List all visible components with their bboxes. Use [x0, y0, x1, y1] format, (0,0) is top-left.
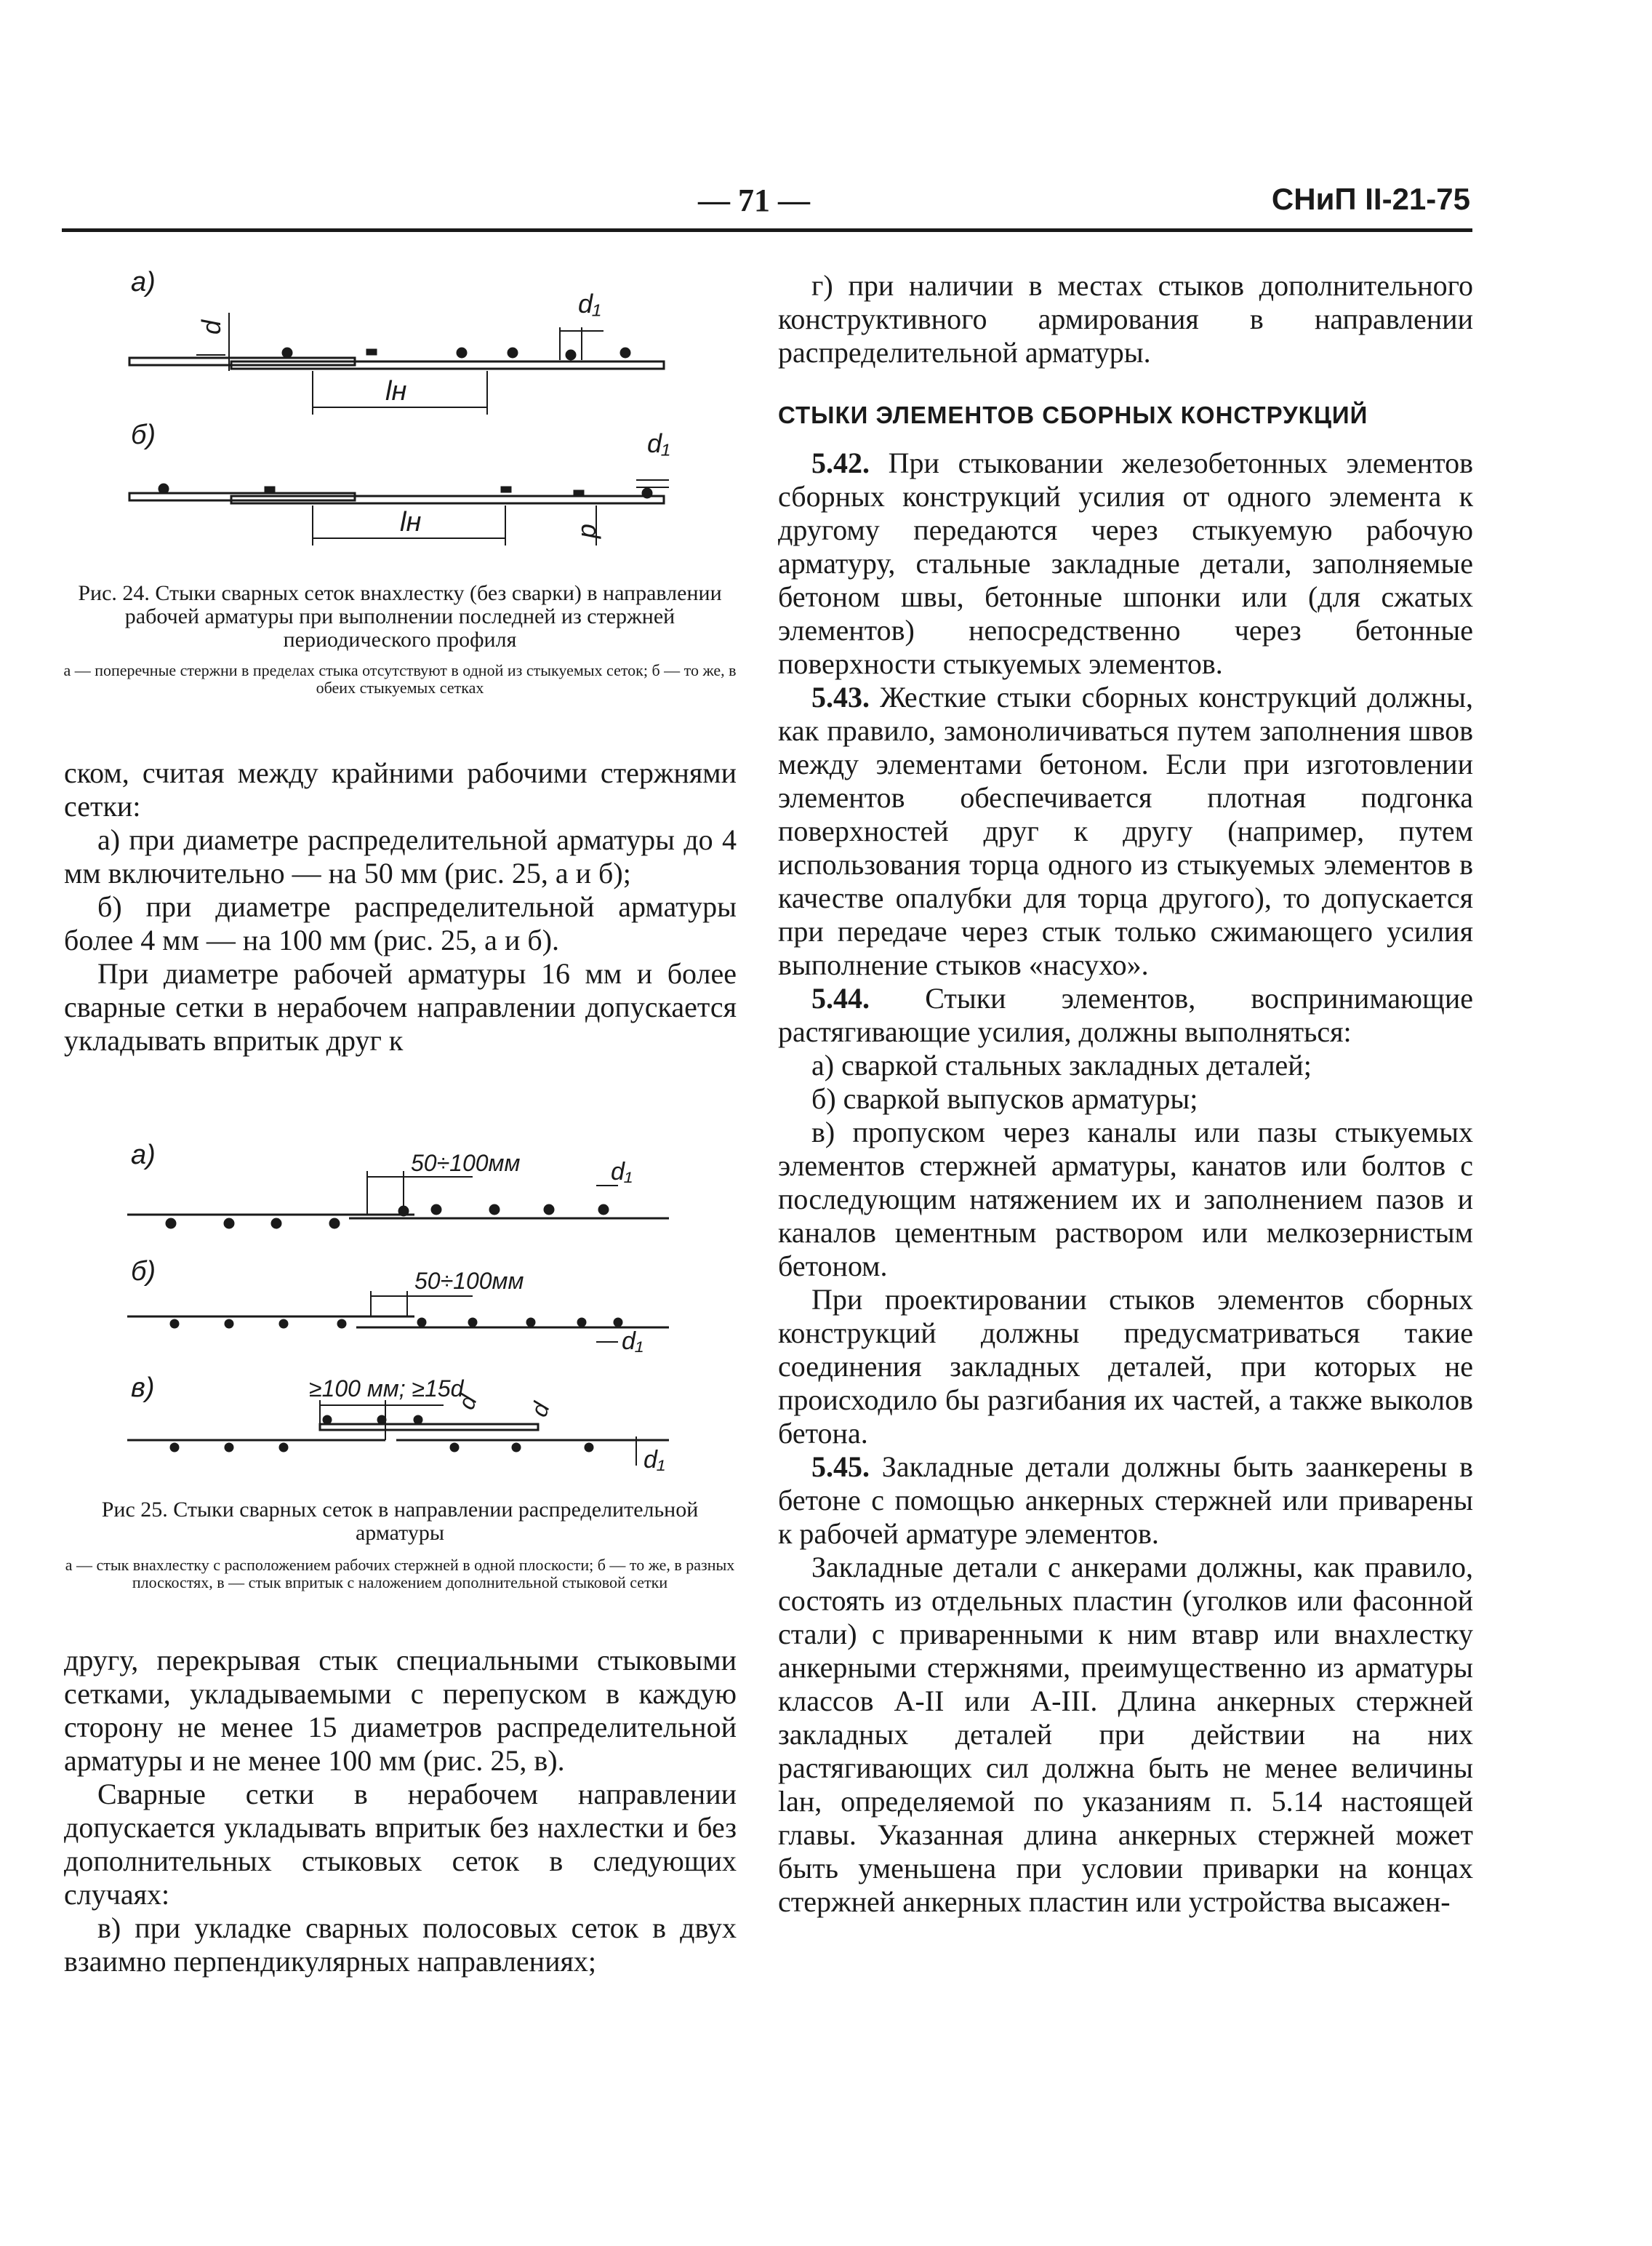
- header-rule: [62, 228, 1472, 232]
- fig25-label-b: б): [131, 1256, 156, 1287]
- fig24b-bar: [159, 484, 168, 493]
- fig24b-bar-rect: [265, 487, 274, 492]
- fig25v-label-d1: d₁: [643, 1446, 665, 1474]
- paragraph: б) при диаметре распределительной арматуры более 4 мм — на 100 мм (рис. 25, а и б).: [64, 890, 737, 956]
- fig25b-label-d1: d₁: [622, 1327, 643, 1355]
- fig24b-bar-rect: [502, 487, 510, 492]
- figure-24-diagram: [109, 262, 676, 560]
- clause-number: 5.45.: [811, 1450, 870, 1483]
- clause-text: Стыки элементов, воспринимающие растягивающие усилия, должны выполняться:: [778, 982, 1473, 1048]
- paragraph: Сварные сетки в нерабочем направлении допускается укладывать впритык без нахлестки и без дополнительных стыковых сеток в следующих случаях:: [64, 1778, 737, 1911]
- figure-25-subcaption: а — стык внахлестку с расположением рабочих стержней в одной плоскости; б — то же, в разных плоскостях, в — стык впритык с наложением дополнительной стыковой сетки: [65, 1556, 735, 1591]
- paragraph: а) при диаметре распределительной арматуры до 4 мм включительно — на 50 мм (рис. 25, а и б);: [64, 823, 737, 890]
- figure-24-caption: Рис. 24. Стыки сварных сеток внахлестку (без сварки) в направлении рабочей арматуры при выполнении последней из стержней периодического профиля: [78, 581, 722, 652]
- fig24-label-a: а): [131, 267, 156, 297]
- fig25v-label-d-2: d: [525, 1399, 555, 1420]
- fig24b-bar: [643, 489, 651, 497]
- clause-5-45: [778, 1450, 1473, 1551]
- left-column-text-2: [64, 1644, 737, 1978]
- fig25v-label-d: d: [452, 1391, 482, 1413]
- clause-5-42: [778, 447, 1473, 681]
- list-item: в) пропуском через каналы или пазы стыкуемых элементов стержней арматуры, канатов или болтов с последующим натяжением их и заполнением пазов и каналов цементным раствором или мелкозернистым бетоном.: [778, 1116, 1473, 1282]
- paragraph: ском, считая между крайними рабочими стержнями сетки:: [64, 756, 737, 823]
- fig24-label-b: б): [131, 420, 156, 450]
- fig25a-dimension: 50÷100мм: [411, 1150, 521, 1176]
- section-heading: СТЫКИ ЭЛЕМЕНТОВ СБОРНЫХ КОНСТРУКЦИЙ: [778, 401, 1368, 428]
- paragraph: Закладные детали с анкерами должны, как правило, состоять из отдельных пластин (уголков или фасонной стали) с приваренными к ним втавр или внахлестку анкерными стержнями, преимущественно из арматуры классов А-II или А-III. Длина анкерных стержней закладных деталей при действии на них растягивающих сил должна быть не менее величины lан, определяемой по указаниям п. 5.14 настоящей главы. Указанная длина анкерных стержней может быть уменьшена при условии приварки на концах стержней анкерных пластин или устройства высажен-: [778, 1551, 1473, 1918]
- figure-24-subcaption: а — поперечные стержни в пределах стыка отсутствуют в одной из стыкуемых сеток; б — то же, в обеих стыкуемых сетках: [63, 661, 737, 697]
- fig24a-bar: [508, 348, 517, 357]
- clause-text: При стыковании железобетонных элементов сборных конструкций усилия от одного элемента к другому передаются через стыкуемую рабочую арматуру, стальные закладные детали, заполняемые бетоном швы, бетонные шпонки или (для сжатых элементов) непосредственно через бетонные поверхности стыкуемых элементов.: [778, 447, 1473, 680]
- paragraph: г) при наличии в местах стыков дополнительного конструктивного армирования в направлении распределительной арматуры.: [778, 269, 1473, 369]
- fig24a-bar-rect: [367, 350, 376, 354]
- page-number: — 71 —: [698, 183, 810, 218]
- fig24a-bar: [566, 351, 575, 359]
- clause-number: 5.42.: [811, 447, 870, 479]
- fig24a-bar: [457, 348, 466, 357]
- paragraph: При диаметре рабочей арматуры 16 мм и более сварные сетки в нерабочем направлении допускается укладывать впритык друг к: [64, 957, 737, 1057]
- clause-text: Жесткие стыки сборных конструкций должны, как правило, замоноличиваться путем заполнения швов между элементами бетоном. Если при изготовлении элементов обеспечивается плотная подгонка поверхностей друг к другу (например, путем использования торца одного из стыкуемых элементов в качестве опалубки для торца другого), то допускается при передаче через стык только сжимающего усилия выполнение стыков «насухо».: [778, 681, 1474, 981]
- fig25-label-v: в): [131, 1372, 155, 1403]
- fig24b-bar-rect: [574, 491, 583, 495]
- clause-text: Закладные детали должны быть заанкерены в бетоне с помощью анкерных стержней или приварены к рабочей арматуре элементов.: [778, 1450, 1474, 1550]
- figure-25-caption: Рис 25. Стыки сварных сеток в направлении распределительной арматуры: [101, 1498, 699, 1545]
- fig25b-dimension: 50÷100мм: [414, 1268, 524, 1294]
- fig25-label-a: а): [131, 1140, 156, 1170]
- fig25a-label-d1: d₁: [611, 1158, 633, 1186]
- paragraph: При проектировании стыков элементов сборных конструкций должны предусматриваться такие соединения закладных деталей, при которых не происходило бы разгибания их частей, а также выколов бетона.: [778, 1283, 1473, 1450]
- fig24a-label-d1: d₁: [578, 289, 601, 319]
- clause-number: 5.43.: [811, 681, 870, 714]
- list-item: а) сваркой стальных закладных деталей;: [811, 1049, 1312, 1082]
- figure-25-diagram: [109, 1135, 676, 1476]
- fig24b-label-d: d: [576, 524, 606, 539]
- fig24b-label-ln: lн: [400, 507, 422, 537]
- clause-5-43: [778, 681, 1473, 982]
- document-code: СНиП II-21-75: [1271, 182, 1470, 216]
- clause-5-44: [778, 982, 1473, 1049]
- fig25v-dimension: ≥100 мм; ≥15d: [309, 1375, 464, 1402]
- fig24a-label-ln: lн: [385, 376, 407, 407]
- list-item: б) сваркой выпусков арматуры;: [811, 1082, 1198, 1115]
- clause-number: 5.44.: [811, 982, 870, 1015]
- right-column-text: [778, 269, 1473, 1919]
- fig24a-label-d: d: [196, 319, 226, 335]
- left-column-text-1: [64, 756, 737, 1058]
- fig24a-bar: [621, 348, 630, 357]
- fig24a-bar: [283, 348, 292, 357]
- fig24b-label-d1: d₁: [647, 428, 670, 458]
- paragraph: в) при укладке сварных полосовых сеток в двух взаимно перпендикулярных направлениях;: [64, 1911, 737, 1978]
- paragraph: другу, перекрывая стык специальными стыковыми сетками, укладываемыми с перепуском в каждую сторону не менее 15 диаметров распределительной арматуры и не менее 100 мм (рис. 25, в).: [64, 1644, 737, 1777]
